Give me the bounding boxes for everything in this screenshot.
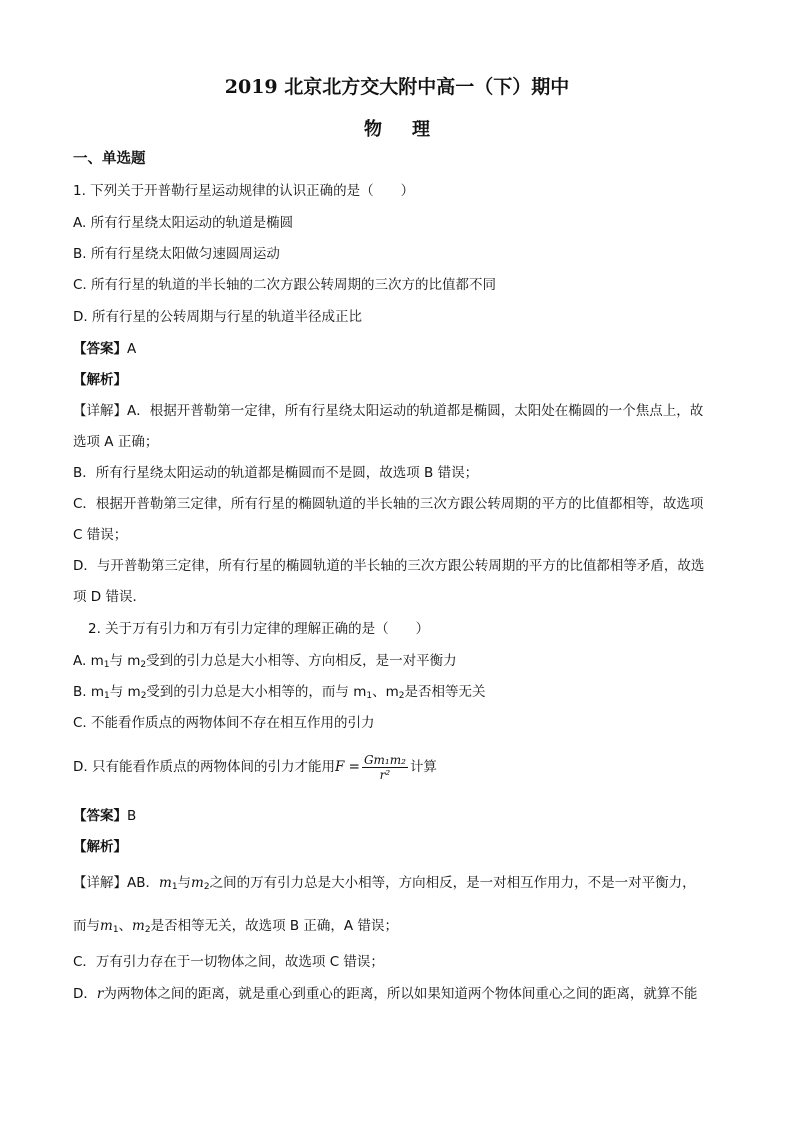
q1-option-d: D. 所有行星的公转周期与行星的轨道半径成正比 xyxy=(73,309,362,325)
q1-detail-line: D．与开普勒第三定律，所有行星的椭圆轨道的半长轴的三次方跟公转周期的平方的比值都相等矛盾，故选 xyxy=(73,558,705,574)
q1-option-c: C. 所有行星的轨道的半长轴的二次方跟公转周期的三次方的比值都不同 xyxy=(73,277,497,293)
q2-option-d: D. 只有能看作质点的两物体间的引力才能用F = $\frac{\text{Gm₁m₂}}{\text{r²}}$ 计算 xyxy=(73,752,437,782)
subject-title: 物理 xyxy=(364,119,460,140)
q2-detail-line: C．万有引力存在于一切物体之间，故选项 C 错误； xyxy=(73,954,384,970)
gravitation-formula: $\frac{\text{Gm₁m₂}}{\text{r²}}$ xyxy=(363,752,406,782)
q1-analysis-tag: 【解析】 xyxy=(73,372,127,388)
q1-detail-line: B．所有行星绕太阳运动的轨道都是椭圆而不是圆，故选项 B 错误； xyxy=(73,465,479,481)
section-heading: 一、单选题 xyxy=(73,151,146,167)
answer-tag: 【答案】 xyxy=(73,808,127,824)
q1-option-b: B. 所有行星绕太阳做匀速圆周运动 xyxy=(73,246,280,262)
exam-title: 2019 北京北方交大附中高一（下）期中 xyxy=(224,76,570,98)
formula-lhs: F = xyxy=(334,759,360,775)
q1-detail-line: 选项 A 正确； xyxy=(73,434,159,450)
q2-analysis-tag: 【解析】 xyxy=(73,839,127,855)
q1-stem: 1. 下列关于开普勒行星运动规律的认识正确的是（ ） xyxy=(73,183,415,199)
answer-value: B xyxy=(127,808,137,824)
q2-option-c: C. 不能看作质点的两物体间不存在相互作用的引力 xyxy=(73,715,375,731)
q1-detail-line: C．根据开普勒第三定律，所有行星的椭圆轨道的半长轴的三次方跟公转周期的平方的比值都相等，故选项 xyxy=(73,496,704,512)
q1-detail-line: 【详解】A．根据开普勒第一定律，所有行星绕太阳运动的轨道都是椭圆，太阳处在椭圆的一个焦点上，故 xyxy=(73,403,704,419)
q2-answer xyxy=(73,807,136,825)
q2-detail-line: D．r为两物体之间的距离，就是重心到重心的距离，所以如果知道两个物体间重心之间的距离，就算不能 xyxy=(73,986,698,1002)
q1-option-a: A. 所有行星绕太阳运动的轨道是椭圆 xyxy=(73,215,294,231)
q2-option-a: A. $m_1$与 $m_2$受到的引力总是大小相等、方向相反，是一对平衡力 xyxy=(73,653,457,670)
q2-detail-line: 而与$m_1$、$m_2$是否相等无关，故选项 B 正确，A 错误； xyxy=(73,918,398,935)
q2-option-b: B. $m_1$与 $m_2$受到的引力总是大小相等的，而与 $m_1$、$m_2$是否相等无关 xyxy=(73,684,486,701)
answer-value: A xyxy=(127,341,137,357)
q1-detail-line: C 错误； xyxy=(73,527,128,543)
q1-detail-line: 项 D 错误． xyxy=(73,589,146,605)
q2-detail-line: 【详解】AB．$m_1$与$m_2$之间的万有引力总是大小相等，方向相反，是一对相互作用力，不是一对平衡力， xyxy=(73,875,696,892)
q1-answer xyxy=(73,340,136,358)
q2-stem: 2. 关于万有引力和万有引力定律的理解正确的是（ ） xyxy=(88,621,430,637)
answer-tag: 【答案】 xyxy=(73,341,127,357)
